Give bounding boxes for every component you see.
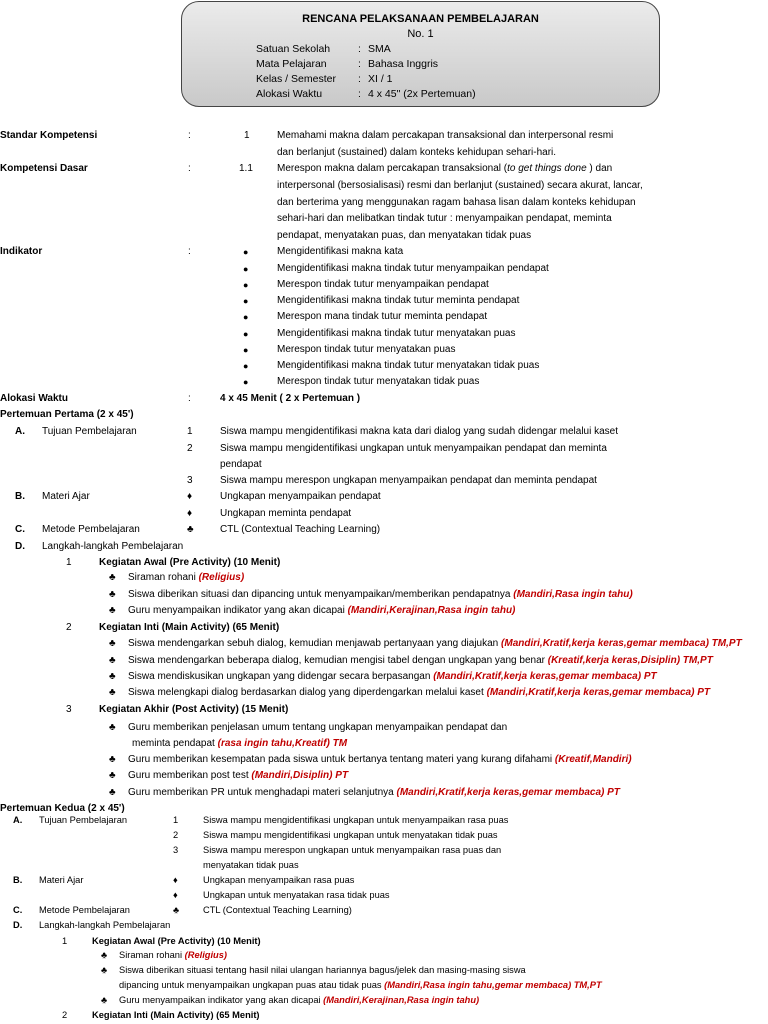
- meeting-title: Pertemuan Pertama (2 x 45'): [0, 409, 134, 420]
- item-number: 1: [173, 815, 179, 825]
- step-item: Siswa diberikan situasi dan dipancing untuk menyampaikan/memberikan pendapatnya (Mandiri,Rasa ingin tahu): [128, 589, 633, 600]
- materi-item: Ungkapan meminta pendapat: [220, 508, 352, 519]
- step-item: Guru menyampaikan indikator yang akan dicapai (Mandiri,Kerajinan,Rasa ingin tahu): [128, 605, 516, 616]
- step-item: Siswa melengkapi dialog berdasarkan dialog yang diperdengarkan melalui kaset (Mandiri,Kratif,kerja keras,gemar membaca) PT: [128, 687, 710, 698]
- indikator-item: Merespon tindak tutur menyatakan tidak puas: [277, 376, 480, 387]
- step-title: Kegiatan Inti (Main Activity) (65 Menit): [92, 1010, 260, 1020]
- alokasi-value: 4 x 45 Menit ( 2 x Pertemuan ): [220, 393, 361, 404]
- diamond-icon: ♦: [173, 890, 178, 900]
- bullet-icon: ●: [243, 296, 249, 306]
- section-letter: B.: [13, 875, 23, 885]
- section-letter: C.: [13, 905, 23, 915]
- section-letter: D.: [13, 920, 23, 930]
- club-icon: ♣: [109, 655, 116, 666]
- kd-line: interpersonal (bersosialisasi) resmi dan berlanjut (sustained) secara akurat, lancar,: [277, 180, 643, 191]
- section-label: Tujuan Pembelajaran: [42, 426, 137, 437]
- step-number: 1: [62, 936, 68, 946]
- club-icon: ♣: [173, 905, 180, 915]
- alokasi-label: Alokasi Waktu: [0, 393, 68, 404]
- section-label: Materi Ajar: [42, 491, 90, 502]
- indikator-item: Mengidentifikasi makna tindak tutur menyampaikan pendapat: [277, 263, 549, 274]
- item-number: 2: [173, 830, 179, 840]
- step-number: 1: [66, 557, 72, 568]
- tujuan-item: menyatakan tidak puas: [203, 860, 299, 870]
- tujuan-item: Siswa mampu mengidentifikasi ungkapan untuk menyatakan tidak puas: [203, 830, 498, 840]
- indikator-item: Mengidentifikasi makna tindak tutur menyatakan tidak puas: [277, 360, 540, 371]
- indikator-item: Merespon mana tindak tutur meminta pendapat: [277, 311, 488, 322]
- kd-line: Merespon makna dalam percakapan transaksional (to get things done ) dan: [277, 163, 613, 174]
- step-item: Siswa mendengarkan sebuh dialog, kemudian menjawab pertanyaan yang diajukan (Mandiri,Kratif,kerja keras,gemar membaca) TM,PT: [128, 638, 742, 649]
- sk-number: 1: [244, 130, 250, 141]
- diamond-icon: ♦: [187, 491, 193, 502]
- section-letter: C.: [15, 524, 25, 535]
- meeting-title: Pertemuan Kedua (2 x 45'): [0, 803, 125, 814]
- step-item: Siswa diberikan situasi tentang hasil nilai ulangan hariannya bagus/jelek dan masing-masing siswa: [119, 965, 526, 975]
- tujuan-item: Siswa mampu merespon ungkapan menyampaikan pendapat dan meminta pendapat: [220, 475, 597, 486]
- bullet-icon: ●: [243, 361, 249, 371]
- kd-label: Kompetensi Dasar: [0, 163, 88, 174]
- indikator-item: Merespon tindak tutur menyatakan puas: [277, 344, 456, 355]
- step-number: 2: [62, 1010, 68, 1020]
- club-icon: ♣: [109, 754, 116, 765]
- club-icon: ♣: [101, 995, 108, 1005]
- bullet-icon: ●: [243, 280, 249, 290]
- step-item-cont: meminta pendapat (rasa ingin tahu,Kreatif) TM: [132, 738, 348, 749]
- diamond-icon: ♦: [173, 875, 178, 885]
- colon: :: [188, 130, 191, 141]
- step-number: 3: [66, 704, 72, 715]
- item-number: 3: [173, 845, 179, 855]
- sk-line: dan berlanjut (sustained) dalam konteks kehidupan sehari-hari.: [277, 147, 557, 158]
- kd-line: pendapat, menyatakan puas, dan menyatakan tidak puas: [277, 230, 532, 241]
- colon: :: [188, 246, 191, 257]
- step-item: Siraman rohani (Religius): [128, 572, 245, 583]
- club-icon: ♣: [109, 589, 116, 600]
- section-label: Materi Ajar: [39, 875, 84, 885]
- indikator-item: Mengidentifikasi makna tindak tutur menyatakan puas: [277, 328, 516, 339]
- club-icon: ♣: [101, 965, 108, 975]
- sk-line: Memahami makna dalam percakapan transaksional dan interpersonal resmi: [277, 130, 614, 141]
- section-label: Langkah-langkah Pembelajaran: [42, 541, 184, 552]
- step-item-cont: dipancing untuk menyampaikan ungkapan puas atau tidak puas (Mandiri,Rasa ingin tahu,gemar membaca) TM,PT: [119, 980, 602, 990]
- bullet-icon: ●: [243, 377, 249, 387]
- bullet-icon: ●: [243, 345, 249, 355]
- step-item: Guru memberikan PR untuk menghadapi materi selanjutnya (Mandiri,Kratif,kerja keras,gemar membaca) PT: [128, 787, 620, 798]
- colon: :: [188, 163, 191, 174]
- section-label: Metode Pembelajaran: [39, 905, 130, 915]
- step-title: Kegiatan Awal (Pre Activity) (10 Menit): [92, 936, 261, 946]
- step-item: Guru menyampaikan indikator yang akan dicapai (Mandiri,Kerajinan,Rasa ingin tahu): [119, 995, 480, 1005]
- step-title: Kegiatan Inti (Main Activity) (65 Menit): [99, 622, 280, 633]
- club-icon: ♣: [109, 787, 116, 798]
- step-item: Siswa mendengarkan beberapa dialog, kemudian mengisi tabel dengan ungkapan yang benar (Kreatif,kerja keras,Disiplin) TM,PT: [128, 655, 713, 666]
- club-icon: ♣: [187, 524, 194, 535]
- indikator-item: Mengidentifikasi makna tindak tutur meminta pendapat: [277, 295, 520, 306]
- step-item: Guru memberikan post test (Mandiri,Disiplin) PT: [128, 770, 349, 781]
- document-number: No. 1: [407, 28, 434, 40]
- colon: :: [188, 393, 191, 404]
- club-icon: ♣: [109, 687, 116, 698]
- indikator-label: Indikator: [0, 246, 43, 257]
- materi-item: Ungkapan menyampaikan rasa puas: [203, 875, 355, 885]
- tujuan-item: Siswa mampu mengidentifikasi ungkapan untuk menyampaikan rasa puas: [203, 815, 509, 825]
- section-letter: B.: [15, 491, 25, 502]
- metode-value: CTL (Contextual Teaching Learning): [220, 524, 381, 535]
- indikator-item: Mengidentifikasi makna kata: [277, 246, 404, 257]
- header-box: RENCANA PELAKSANAAN PEMBELAJARAN No. 1 Satuan Sekolah : SMA Mata Pelajaran : Bahasa Inggris Kelas / Semester : XI / 1 Alokasi Waktu : 4 x 45" (2x Pertemuan): [181, 1, 660, 107]
- tujuan-item: Siswa mampu mengidentifikasi ungkapan untuk menyampaikan pendapat dan meminta: [220, 443, 607, 454]
- club-icon: ♣: [109, 605, 116, 616]
- club-icon: ♣: [109, 638, 116, 649]
- item-number: 3: [187, 475, 193, 486]
- tujuan-item: pendapat: [220, 459, 262, 470]
- club-icon: ♣: [109, 770, 116, 781]
- step-number: 2: [66, 622, 72, 633]
- item-number: 2: [187, 443, 193, 454]
- kd-number: 1.1: [239, 163, 253, 174]
- step-title: Kegiatan Akhir (Post Activity) (15 Menit): [99, 704, 289, 715]
- tujuan-item: Siswa mampu merespon ungkapan untuk menyampaikan rasa puas dan: [203, 845, 502, 855]
- section-label: Metode Pembelajaran: [42, 524, 140, 535]
- item-number: 1: [187, 426, 193, 437]
- step-item: Guru memberikan kesempatan pada siswa untuk bertanya tentang materi yang kurang difahami (Kreatif,Mandiri): [128, 754, 632, 765]
- step-item: Siswa mendiskusikan ungkapan yang didengar secara berpasangan (Mandiri,Kratif,kerja keras,gemar membaca) PT: [128, 671, 657, 682]
- section-label: Tujuan Pembelajaran: [39, 815, 128, 825]
- club-icon: ♣: [109, 671, 116, 682]
- step-item: Guru memberikan penjelasan umum tentang ungkapan menyampaikan pendapat dan: [128, 722, 508, 733]
- club-icon: ♣: [109, 572, 116, 583]
- document-title: RENCANA PELAKSANAAN PEMBELAJARAN: [302, 13, 539, 25]
- bullet-icon: ●: [243, 329, 249, 339]
- club-icon: ♣: [109, 722, 116, 733]
- step-item: Siraman rohani (Religius): [119, 950, 227, 960]
- kd-line: dan berterima yang menggunakan ragam bahasa lisan dalam konteks kehidupan: [277, 197, 636, 208]
- diamond-icon: ♦: [187, 508, 193, 519]
- bullet-icon: ●: [243, 247, 249, 257]
- section-letter: D.: [15, 541, 25, 552]
- bullet-icon: ●: [243, 264, 249, 274]
- section-label: Langkah-langkah Pembelajaran: [39, 920, 171, 930]
- kd-line: sehari-hari dan melibatkan tindak tutur : menyampaikan pendapat, meminta: [277, 213, 612, 224]
- section-letter: A.: [13, 815, 23, 825]
- materi-item: Ungkapan untuk menyatakan rasa tidak puas: [203, 890, 390, 900]
- step-title: Kegiatan Awal (Pre Activity) (10 Menit): [99, 557, 281, 568]
- tujuan-item: Siswa mampu mengidentifikasi makna kata dari dialog yang sudah didengar melalui kaset: [220, 426, 618, 437]
- indikator-item: Merespon tindak tutur menyampaikan pendapat: [277, 279, 489, 290]
- materi-item: Ungkapan menyampaikan pendapat: [220, 491, 381, 502]
- sk-label: Standar Kompetensi: [0, 130, 98, 141]
- club-icon: ♣: [101, 950, 108, 960]
- bullet-icon: ●: [243, 312, 249, 322]
- section-letter: A.: [15, 426, 25, 437]
- metode-value: CTL (Contextual Teaching Learning): [203, 905, 352, 915]
